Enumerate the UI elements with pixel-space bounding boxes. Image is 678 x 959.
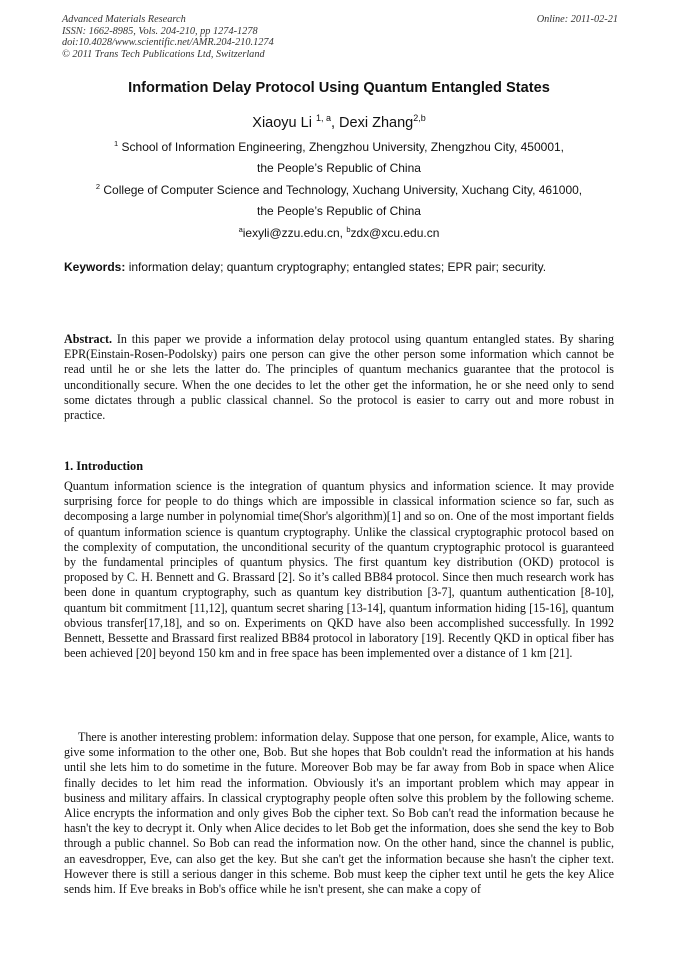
author-1-sup: 1, a	[315, 113, 331, 123]
author-1-name: Xiaoyu Li	[252, 115, 312, 131]
keywords-text: information delay; quantum cryptography; entangled states; EPR pair; security.	[125, 260, 547, 274]
author-line	[40, 113, 638, 131]
affiliation-1-text: School of Information Engineering, Zhengzhou University, Zhengzhou City, 450001,	[121, 140, 564, 154]
abstract	[64, 332, 614, 423]
affiliation-2-line1	[30, 182, 648, 197]
online-date: Online: 2011-02-21	[536, 14, 618, 25]
affiliation-2-line2: the People’s Republic of China	[257, 204, 421, 218]
paper-title: Information Delay Protocol Using Quantum Entangled States	[128, 80, 550, 96]
email-a-sup: a	[238, 225, 243, 234]
abstract-text: In this paper we provide a information delay protocol using quantum entangled states. By sharing EPR(Einstain-Rosen-Podolsky) pairs one person can give the other person some information which cannot be read until he or she lets the latter do. The principles of quantum mechanics guarantee that the protocol is unconditionally secure. When the one decides to let the other get the information, he or she need only to send some dictates through a public classical channel. So the protocol is easier to carry out and more robust in practice.	[64, 332, 614, 423]
keywords-label: Keywords:	[64, 260, 126, 274]
author-2-name: Dexi Zhang	[339, 115, 414, 131]
email-a[interactable]: iexyli@zzu.edu.cn,	[242, 226, 347, 240]
journal-name: Advanced Materials Research	[62, 14, 186, 25]
issn-line: ISSN: 1662-8985, Vols. 204-210, pp 1274-1278	[62, 25, 258, 37]
intro-paragraph-1: Quantum information science is the integration of quantum physics and information science. It may provide surprising force for people to do things which are impossible in classical information science so far, such as decomposing a large number in polynomial time(Shor's algorithm)[1] and so on. One of the most important fields of quantum information science is quantum cryptography. Unlike the classical cryptographic protocol based on the complexity of computation, the unconditional security of the quantum cryptographic protocol is guaranteed by the fundamental principles of quantum physics. The first quantum key distribution (OKD) protocol is proposed by C. H. Bennett and G. Brassard [2]. So it’s called BB84 protocol. Since then much research work has been done in quantum cryptography, such as quantum key distribution [3-7], quantum authentication [8-10], quantum bit commitment [11,12], quantum secret sharing [13-14], quantum information hiding [15-16], quantum obvious transfer[17,18], and so on. Experiments on QKD have also been accomplished successfully. In 1992 Bennett, Bessette and Brassard first realized BB84 protocol in laboratory [19]. Recently QKD in optical fiber has been achieved [20] beyond 150 km and in free space has been implemented over a distance of 1 km [21].	[64, 479, 614, 661]
section-heading-introduction: 1. Introduction	[64, 459, 144, 473]
author-2-sup: 2,b	[413, 113, 426, 123]
journal-header	[62, 14, 618, 60]
affiliation-1-line2: the People’s Republic of China	[257, 161, 421, 175]
keywords	[64, 260, 624, 274]
affiliation-1-number: 1	[114, 139, 119, 148]
email-b[interactable]: zdx@xcu.edu.cn	[350, 226, 440, 240]
affiliation-2-number: 2	[95, 182, 101, 191]
email-line	[30, 225, 648, 240]
author-separator: ,	[330, 115, 340, 131]
email-b-sup: b	[346, 225, 351, 234]
affiliation-1-line1	[30, 139, 648, 154]
affiliation-2-text: College of Computer Science and Technology, Xuchang University, Xuchang City, 461000,	[103, 183, 583, 197]
copyright-line: © 2011 Trans Tech Publications Ltd, Switzerland	[62, 48, 265, 60]
abstract-label: Abstract.	[64, 332, 113, 346]
intro-paragraph-2: There is another interesting problem: information delay. Suppose that one person, for example, Alice, wants to give some information to the other one, Bob. But she hopes that Bob couldn't read the information at his hands until she lets him to do sometime in the future. Moreover Bob may be far away from Bob in space when Alice finally decides to let him read the information. Obviously it's an important problem which may appear in business and military affairs. In classical cryptography people often solve this problem by the following scheme. Alice encrypts the information and only gives Bob the cipher text. So Bob can't read the information because he hasn't the key to decrypt it. Only when Alice decides to let Bob get the information, does she send the key to Bob through a public channel. So Bob can read the information now. On the other hand, since the channel is public, an eavesdropper, Eve, can also get the key. But she can't get the information because she hasn't the cipher text. However there is still a serious danger in this scheme. Bob must keep the cipher text until he gets the key Alice sends him. If Eve breaks in Bob's office while he isn't present, she can make a copy of	[64, 730, 614, 897]
doi-line: doi:10.4028/www.scientific.net/AMR.204-210.1274	[62, 37, 274, 49]
